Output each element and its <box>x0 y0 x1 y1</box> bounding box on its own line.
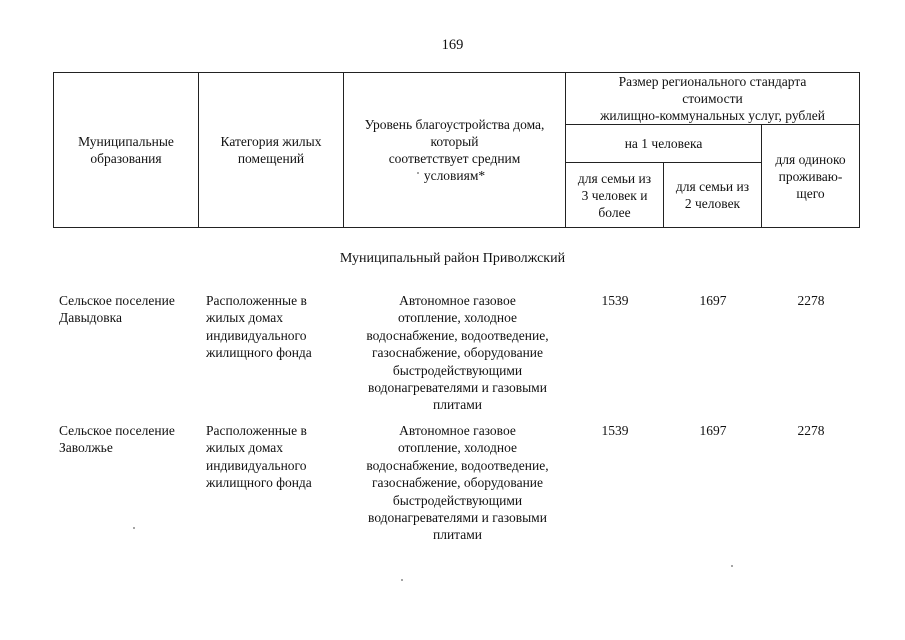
scan-speck <box>417 172 419 174</box>
row-family-3-plus: 1539 <box>601 293 629 308</box>
header-housing-category: Категория жилых помещений <box>199 73 344 228</box>
row-municipality: Сельское поселение Давыдовка <box>59 293 175 326</box>
district-title: Муниципальный район Приволжский <box>339 251 566 266</box>
row-municipality: Сельское поселение Заволжье <box>59 423 175 456</box>
row-single: 2278 <box>797 293 825 308</box>
header-standard-title: Размер регионального стандарта стоимости жилищно-коммунальных услуг, рублей <box>566 73 860 125</box>
row-single: 2278 <box>797 423 825 438</box>
header-municipalities: Муниципальные образования <box>54 73 199 228</box>
page-number: 169 <box>441 37 464 53</box>
row-improvement-level: Автономное газовое отопление, холодное водоснабжение, водоотведение, газоснабжение, оборудование быстродействующими водонагревателями и газовыми плитами <box>366 423 549 543</box>
scan-speck <box>401 579 403 581</box>
row-family-2: 1697 <box>699 423 727 438</box>
header-improvement-level: Уровень благоустройства дома, который соответствует средним условиям* <box>344 73 566 228</box>
row-improvement-level: Автономное газовое отопление, холодное водоснабжение, водоотведение, газоснабжение, оборудование быстродействующими водонагревателями и газовыми плитами <box>366 293 549 413</box>
header-single: для одиноко проживаю- щего <box>762 125 860 228</box>
header-family-3-plus: для семьи из 3 человек и более <box>566 163 664 228</box>
header-per-person: на 1 человека <box>566 125 762 163</box>
scan-speck <box>731 565 733 567</box>
row-family-2: 1697 <box>699 293 727 308</box>
header-family-2: для семьи из 2 человек <box>664 163 762 228</box>
scan-speck <box>133 527 135 529</box>
row-family-3-plus: 1539 <box>601 423 629 438</box>
row-category: Расположенные в жилых домах индивидуального жилищного фонда <box>206 293 312 361</box>
row-category: Расположенные в жилых домах индивидуального жилищного фонда <box>206 423 312 491</box>
header-table <box>53 72 860 228</box>
